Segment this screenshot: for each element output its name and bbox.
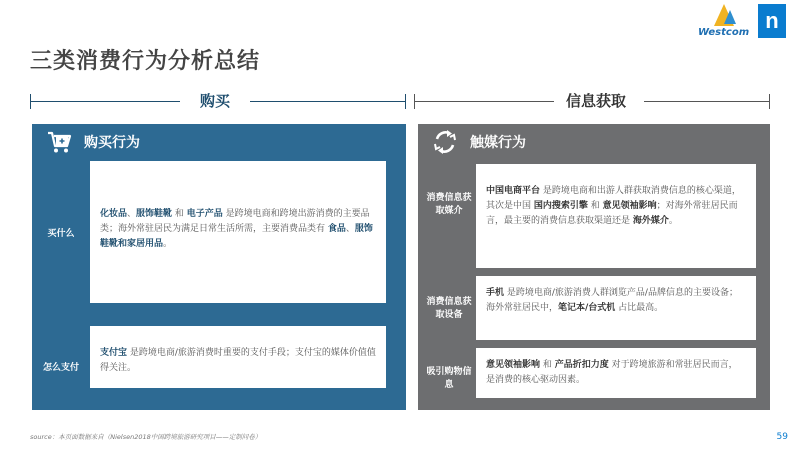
row-label-info-media: 消费信息获取媒介 bbox=[426, 193, 472, 216]
section-heading-purchase-label: 购买 bbox=[200, 92, 231, 110]
section-heading-info bbox=[414, 88, 770, 116]
body-text: 是跨境电商/旅游消费人群浏览产品/品牌信息的主要设备；海外常驻居民中， bbox=[486, 288, 738, 313]
body-text: 是跨境电商/旅游消费时重要的支付手段；支付宝的媒体价值值得关注。 bbox=[100, 348, 376, 373]
section-heading-purchase bbox=[30, 88, 406, 116]
source-note: source：本页面数据来自（Nielsen2018中国跨境旅游研究项目——定制问卷） bbox=[30, 433, 262, 441]
body-text: 和 bbox=[587, 201, 603, 211]
highlight-text: 食品 bbox=[327, 224, 346, 234]
highlight-text: 意见领袖影响 bbox=[602, 201, 657, 211]
info-device-text bbox=[476, 276, 756, 340]
body-text: 。 bbox=[163, 239, 173, 249]
westcom-logo-text: Westcom bbox=[698, 27, 750, 38]
body-text: 、 bbox=[345, 224, 355, 234]
media-panel-header bbox=[418, 124, 770, 160]
media-panel bbox=[418, 124, 770, 410]
westcom-logo bbox=[698, 4, 750, 38]
shopping-info-text bbox=[476, 348, 756, 398]
row-label-shopping-info: 吸引购物信息 bbox=[426, 367, 472, 390]
highlight-text: 中国电商平台 bbox=[486, 186, 541, 196]
row-label-info-device: 消费信息获取设备 bbox=[426, 297, 472, 320]
highlight-text: 海外媒介 bbox=[632, 216, 669, 226]
page-number: 59 bbox=[776, 432, 788, 442]
section-heading-info-label: 信息获取 bbox=[566, 92, 627, 110]
body-text: 、 bbox=[127, 209, 137, 219]
row-label-what-to-buy: 买什么 bbox=[47, 229, 75, 239]
highlight-text: 手机 bbox=[486, 288, 505, 298]
page-title: 三类消费行为分析总结 bbox=[30, 49, 261, 74]
highlight-text: 服饰鞋靴和家居用品 bbox=[100, 224, 373, 249]
purchase-panel bbox=[32, 124, 406, 410]
body-text: 对于跨境旅游和常驻居民而言，是消费的核心驱动因素。 bbox=[486, 360, 738, 385]
highlight-text: 笔记本/台式机 bbox=[558, 303, 616, 313]
cycle-arrows-icon bbox=[432, 129, 458, 155]
highlight-text: 意见领袖影响 bbox=[486, 360, 541, 370]
body-text: 占比最高。 bbox=[615, 303, 664, 313]
highlight-text: 电子产品 bbox=[186, 209, 223, 219]
highlight-text: 化妆品 bbox=[100, 209, 128, 219]
body-text: 。 bbox=[668, 216, 678, 226]
nielsen-logo: n bbox=[758, 4, 786, 38]
logo-group bbox=[698, 4, 786, 38]
what-to-buy-text bbox=[90, 161, 386, 303]
highlight-text: 支付宝 bbox=[100, 348, 128, 358]
highlight-text: 国内搜索引擎 bbox=[533, 201, 588, 211]
body-text: ；对海外常驻居民而言，最主要的消费信息获取渠道还是 bbox=[486, 201, 738, 226]
body-text: 是跨境电商和跨境出游消费的主要品类；海外常驻居民为满足日常生活所需，主要消费品类有 bbox=[100, 209, 370, 234]
body-text: 和 bbox=[540, 360, 555, 370]
body-text: 是跨境电商和出游人群获取消费信息的核心渠道，其次是中国 bbox=[486, 186, 741, 211]
info-media-text bbox=[476, 164, 756, 268]
highlight-text: 服饰鞋靴 bbox=[136, 209, 173, 219]
highlight-text: 产品折扣力度 bbox=[554, 360, 609, 370]
shopping-cart-icon bbox=[46, 129, 72, 155]
purchase-panel-title: 购买行为 bbox=[84, 135, 140, 151]
purchase-panel-header bbox=[32, 124, 406, 160]
body-text: 和 bbox=[172, 209, 187, 219]
how-to-pay-text bbox=[90, 326, 386, 388]
media-panel-title: 触媒行为 bbox=[470, 135, 526, 151]
row-label-how-to-pay: 怎么支付 bbox=[42, 363, 79, 373]
